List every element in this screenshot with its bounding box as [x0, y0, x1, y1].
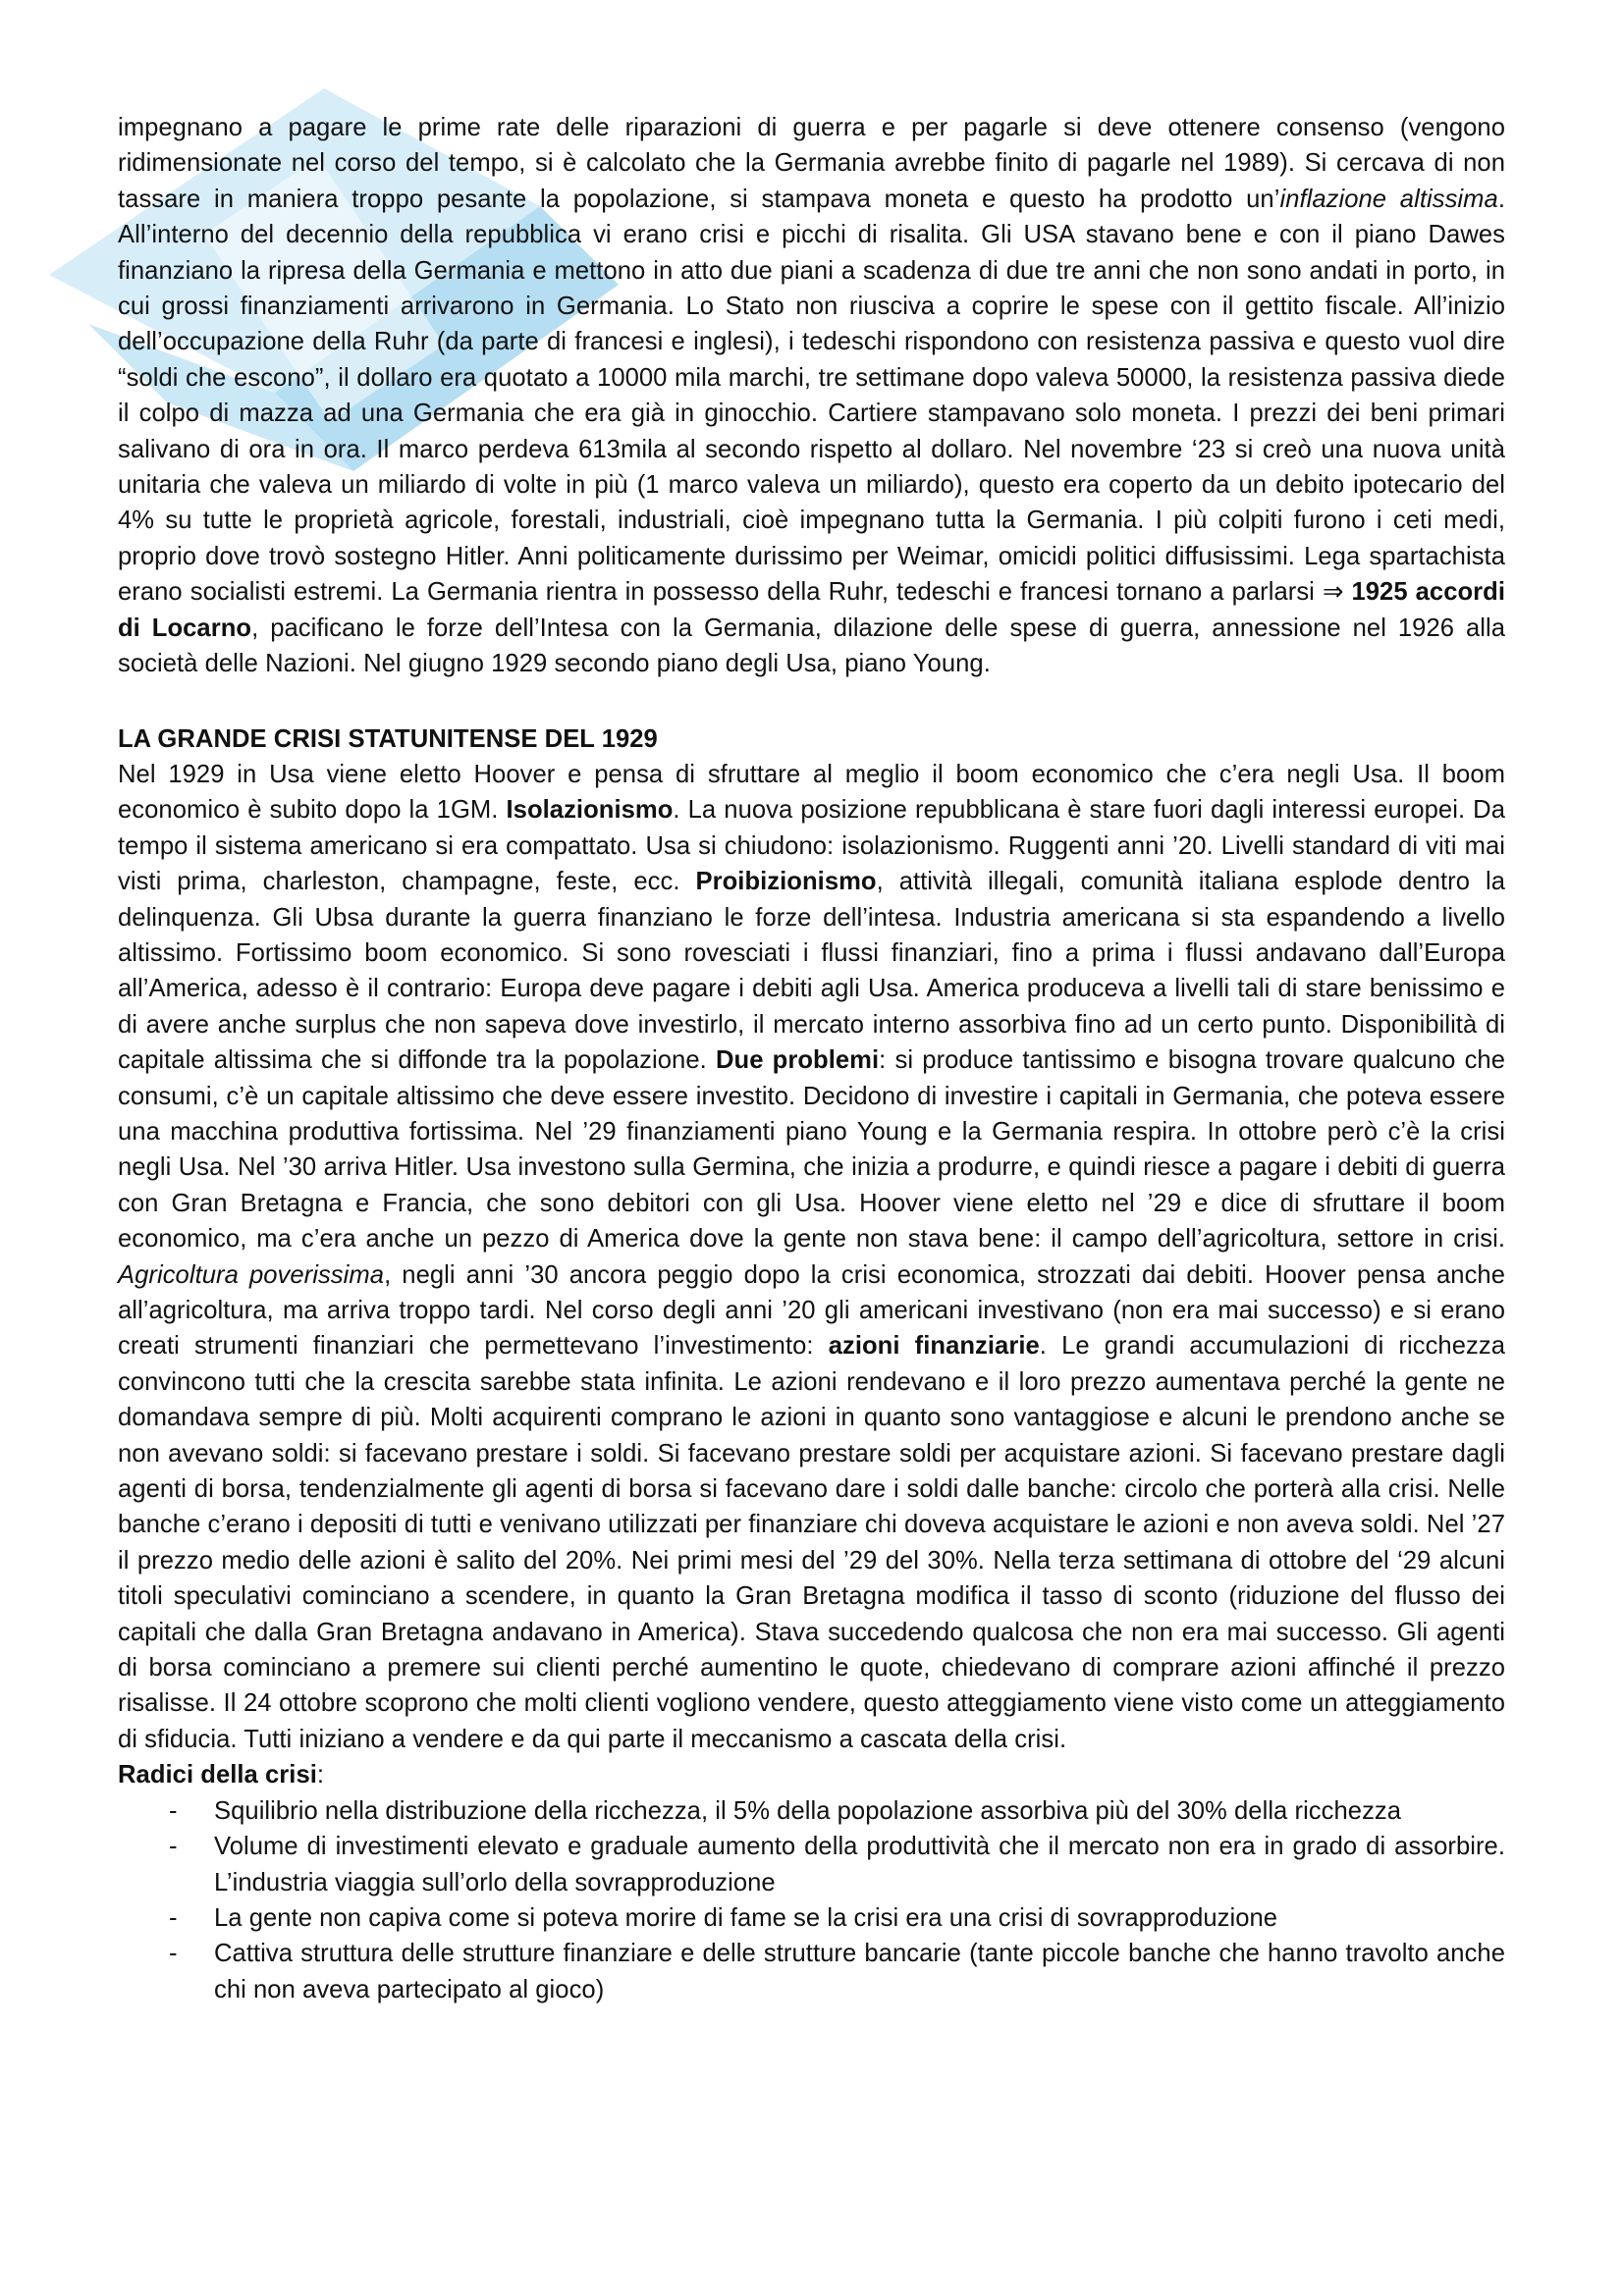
paragraph-crisis-1929: [118, 757, 1505, 1757]
list-item-text: Squilibrio nella distribuzione della ricchezza, il 5% della popolazione assorbiva più del 30% della ricchezza: [214, 1796, 1402, 1825]
italic-agricoltura: Agricoltura poverissima: [118, 1260, 385, 1289]
list-item-text: La gente non capiva come si poteva morire di fame se la crisi era una crisi di sovrapproduzione: [214, 1903, 1278, 1932]
dash-bullet: -: [169, 1903, 178, 1932]
list-item: [118, 1936, 1505, 2007]
section-heading: LA GRANDE CRISI STATUNITENSE DEL 1929: [118, 724, 658, 753]
bold-due-problemi: Due problemi: [715, 1046, 880, 1075]
roots-title-text: Radici della crisi: [118, 1761, 317, 1789]
text-run: impegnano a pagare le prime rate delle riparazioni di guerra e per pagarle si deve ottenere consenso (vengono ridimensionate nel corso del tempo, si è calcolato che la Germania avrebbe finito di pagarle nel 1989). Si cercava di non tassare in maniera troppo pesante la popolazione, si stampava moneta e questo ha prodotto un’: [118, 114, 1505, 213]
roots-list: [118, 1793, 1505, 2007]
list-item: [118, 1829, 1505, 1900]
list-item-text: Volume di investimenti elevato e graduale aumento della produttività che il mercato non era in grado di assorbire. L’industria viaggia sull’orlo della sovrapproduzione: [214, 1833, 1505, 1896]
text-run: : si produce tantissimo e bisogna trovare qualcuno che consumi, c’è un capitale altissimo che deve essere investito. Decidono di investire i capitali in Germania, che poteva essere una macchina produttiva fortissima. Nel ’29 finanziamenti piano Young e la Germania respira. In ottobre però c’è la crisi negli Usa. Nel ’30 arriva Hitler. Usa investono sulla Germina, che inizia a produrre, e quindi riesce a pagare i debiti di guerra con Gran Bretagna e Francia, che sono debitori con gli Usa. Hoover viene eletto nel ’29 e dice di sfruttare il boom economico, ma c’era anche un pezzo di America dove la gente non stava bene: il campo dell’agricoltura, settore in crisi.: [118, 1046, 1505, 1254]
dash-bullet: -: [169, 1796, 178, 1825]
roots-title-colon: :: [316, 1761, 325, 1789]
bold-azioni-finanziarie: azioni finanziarie: [828, 1332, 1040, 1361]
text-run: , pacificano le forze dell’Intesa con la Germania, dilazione delle spese di guerra, annessione nel 1926 alla società delle Nazioni. Nel giugno 1929 secondo piano degli Usa, piano Young.: [118, 614, 1505, 678]
text-run: . All’interno del decennio della repubblica vi erano crisi e picchi di risalita. Gli USA stavano bene e con il piano Dawes finanziano la ripresa della Germania e mettono in atto due piani a scadenza di due tre anni che non sono andati in porto, in cui grossi finanziamenti arrivarono in Germania. Lo Stato non riusciva a coprire le spese con il gettito fiscale. All’inizio dell’occupazione della Ruhr (da parte di francesi e inglesi), i tedeschi rispondono con resistenza passiva e questo vuol dire “soldi che escono”, il dollaro era quotato a 10000 mila marchi, tre settimane dopo valeva 50000, la resistenza passiva diede il colpo di mazza ad una Germania che era già in ginocchio. Cartiere stampavano solo moneta. I prezzi dei beni primari salivano di ora in ora. Il marco perdeva 613mila al secondo rispetto al dollaro. Nel novembre ‘23 si creò una nuova unità unitaria che valeva un miliardo di volte in più (1 marco valeva un miliardo), questo era coperto da un debito ipotecario del 4% su tutte le proprietà agricole, forestali, industriali, cioè impegnano tutta la Germania. I più colpiti furono i ceti medi, proprio dove trovò sostegno Hitler. Anni politicamente durissimo per Weimar, omicidi politici diffusissimi. Lega spartachista erano socialisti estremi. La Germania rientra in possesso della Ruhr, tedeschi e francesi tornano a parlarsi: [118, 185, 1505, 607]
list-item: [118, 1793, 1505, 1829]
list-item: [118, 1900, 1505, 1936]
bold-locarno: 1925 accordi di Locarno: [118, 578, 1506, 642]
bold-isolazionismo: Isolazionismo: [506, 796, 674, 825]
dash-bullet: -: [169, 1833, 178, 1861]
text-run: Nel 1929 in Usa viene eletto Hoover e pensa di sfruttare al meglio il boom economico che c’era negli Usa. Il boom economico è subito dopo la 1GM.: [118, 760, 1505, 825]
text-run: , attività illegali, comunità italiana esplode dentro la delinquenza. Gli Ubsa durante la guerra finanziano le forze dell’intesa. Industria americana si sta espandendo a livello altissimo. Fortissimo boom economico. Si sono rovesciati i flussi finanziari, fino a prima i flussi andavano dall’Europa all’America, adesso è il contrario: Europa deve pagare i debiti agli Usa. America produceva a livelli tali di stare benissimo e di avere anche surplus che non sapeva dove investirlo, il mercato interno assorbiva fino ad un certo punto. Disponibilità di capitale altissima che si diffonde tra la popolazione.: [118, 868, 1505, 1075]
paragraph-weimar-inflation: [118, 110, 1505, 682]
document-page: [118, 110, 1505, 2007]
implies-arrow-icon: ⇒: [1322, 578, 1344, 607]
list-item-text: Cattiva struttura delle strutture finanziare e delle strutture bancarie (tante piccole banche che hanno travolto anche chi non aveva partecipato al gioco): [214, 1940, 1505, 2003]
dash-bullet: -: [169, 1940, 178, 1968]
roots-title: [118, 1757, 1505, 1792]
text-run: . Le grandi accumulazioni di ricchezza convincono tutti che la crescita sarebbe stata infinita. Le azioni rendevano e il loro prezzo aumentava perché la gente ne domandava sempre di più. Molti acquirenti comprano le azioni in quanto sono vantaggiose e alcuni le prendono anche se non avevano soldi: si facevano prestare i soldi. Si facevano prestare soldi per acquistare azioni. Si facevano prestare dagli agenti di borsa, tendenzialmente gli agenti di borsa si facevano dare i soldi dalle banche: circolo che porterà alla crisi. Nelle banche c’erano i depositi di tutti e venivano utilizzati per finanziare chi doveva acquistare le azioni e non aveva soldi. Nel ’27 il prezzo medio delle azioni è salito del 20%. Nei primi mesi del ’29 del 30%. Nella terza settimana di ottobre del ‘29 alcuni titoli speculativi cominciano a scendere, in quanto la Gran Bretagna modifica il tasso di sconto (riduzione del flusso dei capitali che dalla Gran Bretagna andavano in America). Stava succedendo qualcosa che non era mai successo. Gli agenti di borsa cominciano a premere sui clienti perché aumentino le quote, chiedevano di comprare azioni affinché il prezzo risalisse. Il 24 ottobre scoprono che molti clienti vogliono vendere, questo atteggiamento viene visto come un atteggiamento di sfiducia. Tutti iniziano a vendere e da qui parte il meccanismo a cascata della crisi.: [118, 1332, 1505, 1753]
text-run: , negli anni ’30 ancora peggio dopo la crisi economica, strozzati dai debiti. Hoover pensa anche all’agricoltura, ma arriva troppo tardi. Nel corso degli anni ’20 gli americani investivano (non era mai successo) e si erano creati strumenti finanziari che permettevano l’investimento:: [118, 1260, 1505, 1361]
bold-proibizionismo: Proibizionismo: [695, 868, 877, 896]
text-run: . La nuova posizione repubblicana è stare fuori dagli interessi europei. Da tempo il sistema americano si era compattato. Usa si chiudono: isolazionismo. Ruggenti anni ’20. Livelli standard di viti mai visti prima, charleston, champagne, feste, ecc.: [118, 796, 1505, 896]
italic-inflazione: inflazione altissima: [1279, 185, 1498, 213]
